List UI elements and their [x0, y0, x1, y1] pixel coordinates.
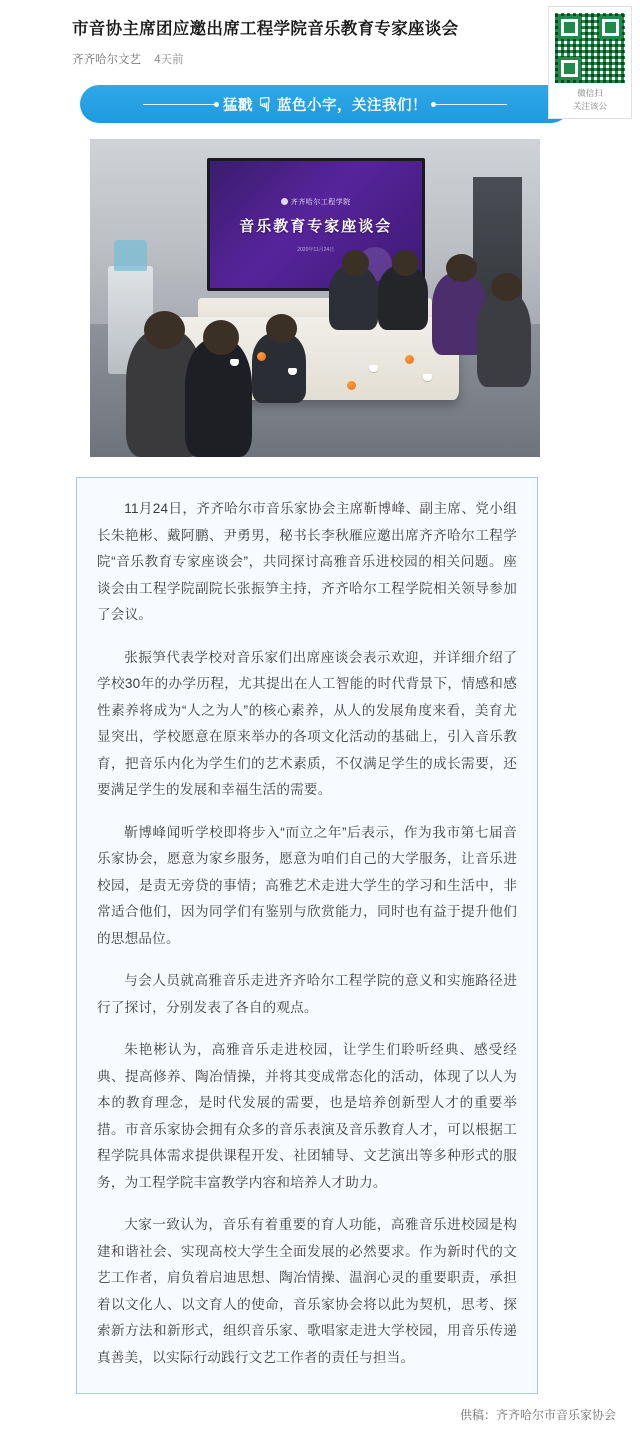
article-meta	[72, 51, 558, 67]
photo-person	[477, 292, 531, 387]
pointing-down-hand-icon: ☟	[258, 94, 272, 116]
screen-date: 2020年11月24日	[297, 246, 335, 253]
article-text-block	[76, 477, 538, 1394]
follow-banner[interactable]	[80, 85, 570, 123]
qr-caption-line2: 关注该公	[572, 100, 607, 111]
photo-person	[252, 333, 306, 403]
qr-code-icon	[555, 13, 625, 83]
school-logo-icon	[281, 198, 288, 205]
paragraph: 与会人员就高雅音乐走进齐齐哈尔工程学院的意义和实施路径进行了探讨，分别发表了各自的观点。	[97, 973, 517, 1015]
paragraph: 11月24日，齐齐哈尔市音乐家协会主席靳博峰、副主席、党小组长朱艳彬、戴阿鹏、尹勇男，秘书长李秋雁应邀出席齐齐哈尔工程学院“音乐教育专家座谈会”，共同探讨高雅音乐进校园的相关问题。座谈会由工程学院副院长张振笋主持，齐齐哈尔工程学院相关领导参加了会议。	[97, 501, 517, 623]
article-source: 供稿：齐齐哈尔市音乐家协会	[459, 1408, 616, 1423]
photo-person-head	[342, 250, 369, 275]
photo-cup	[230, 359, 239, 366]
screen-title: 音乐教育专家座谈会	[239, 217, 393, 235]
paragraph: 靳博峰闻听学校即将步入“而立之年”后表示，作为我市第七届音乐家协会，愿意为家乡服务，愿意为咱们自己的大学服务，让音乐进校园，是责无旁贷的事情；高雅艺术走进大学生的学习和生活中，非常适合他们，因为同学们有鉴别与欣赏能力，同时也有益于提升他们的思想品位。	[97, 824, 517, 946]
photo-person-head	[203, 320, 239, 355]
publish-time: 4天前	[154, 54, 184, 67]
banner-divider-left	[143, 104, 217, 105]
photo-person	[185, 339, 253, 457]
photo-person-head	[392, 250, 419, 275]
screen-org-name: 齐齐哈尔工程学院	[290, 198, 351, 206]
paragraph: 张振笋代表学校对音乐家们出席座谈会表示欢迎，并详细介绍了学校30年的办学历程，尤其提出在人工智能的时代背景下，情感和感性素养将成为“人之为人”的核心素养，从人的发展角度来看，美育尤显突出，学校愿意在原来举办的各项文化活动的基础上，引入音乐教育，把音乐内化为学生们的艺术素质，不仅满足学生的成长需要，还要满足学生的发展和幸福生活的需要。	[97, 649, 517, 798]
photo-cup	[288, 368, 297, 375]
photo-person-head	[144, 311, 185, 349]
banner-text-1: 猛戳	[222, 97, 253, 114]
page-title: 市音协主席团应邀出席工程学院音乐教育专家座谈会	[72, 20, 459, 38]
qr-follow-card[interactable]	[548, 6, 632, 119]
article-body	[0, 0, 580, 457]
photo-orange	[347, 381, 356, 390]
paragraph: 朱艳彬认为，高雅音乐走进校园，让学生们聆听经典、感受经典、提高修养、陶冶情操，并将其变成常态化的活动，体现了以人为本的教育理念，是时代发展的需要，也是培养创新型人才的重要举措。市音乐家协会拥有众多的音乐表演及音乐教育人才，可以根据工程学院具体需求提供课程开发、社团辅导、文艺演出等多种形式的服务，为工程学院丰富教学内容和培养人才助力。	[97, 1042, 517, 1190]
photo-person-head	[491, 273, 523, 302]
photo-person-head	[266, 314, 298, 343]
qr-caption-line1: 微信扫	[577, 88, 603, 98]
left-rail	[0, 0, 60, 1441]
photo-orange	[257, 352, 266, 361]
account-name[interactable]: 齐齐哈尔文艺	[72, 54, 141, 67]
paragraph: 大家一致认为，音乐有着重要的育人功能，高雅音乐进校园是构建和谐社会、实现高校大学生全面发展的必然要求。作为新时代的文艺工作者，肩负着启迪思想、陶冶情操、温润心灵的重要职责，承担着以文化人、以文育人的使命，音乐家协会将以此为契机，思考、探索新方法和新形式，组织音乐家、歌唱家走进大学校园，用音乐传递真善美，以实际行动践行文艺工作者的责任与担当。	[97, 1217, 517, 1365]
photo-cup	[369, 365, 378, 372]
banner-divider-right	[433, 104, 507, 105]
banner-text-2: 蓝色小字，关注我们！	[277, 97, 428, 114]
article-photo	[90, 139, 540, 457]
conference-photo	[90, 139, 540, 457]
photo-person-head	[446, 254, 478, 283]
